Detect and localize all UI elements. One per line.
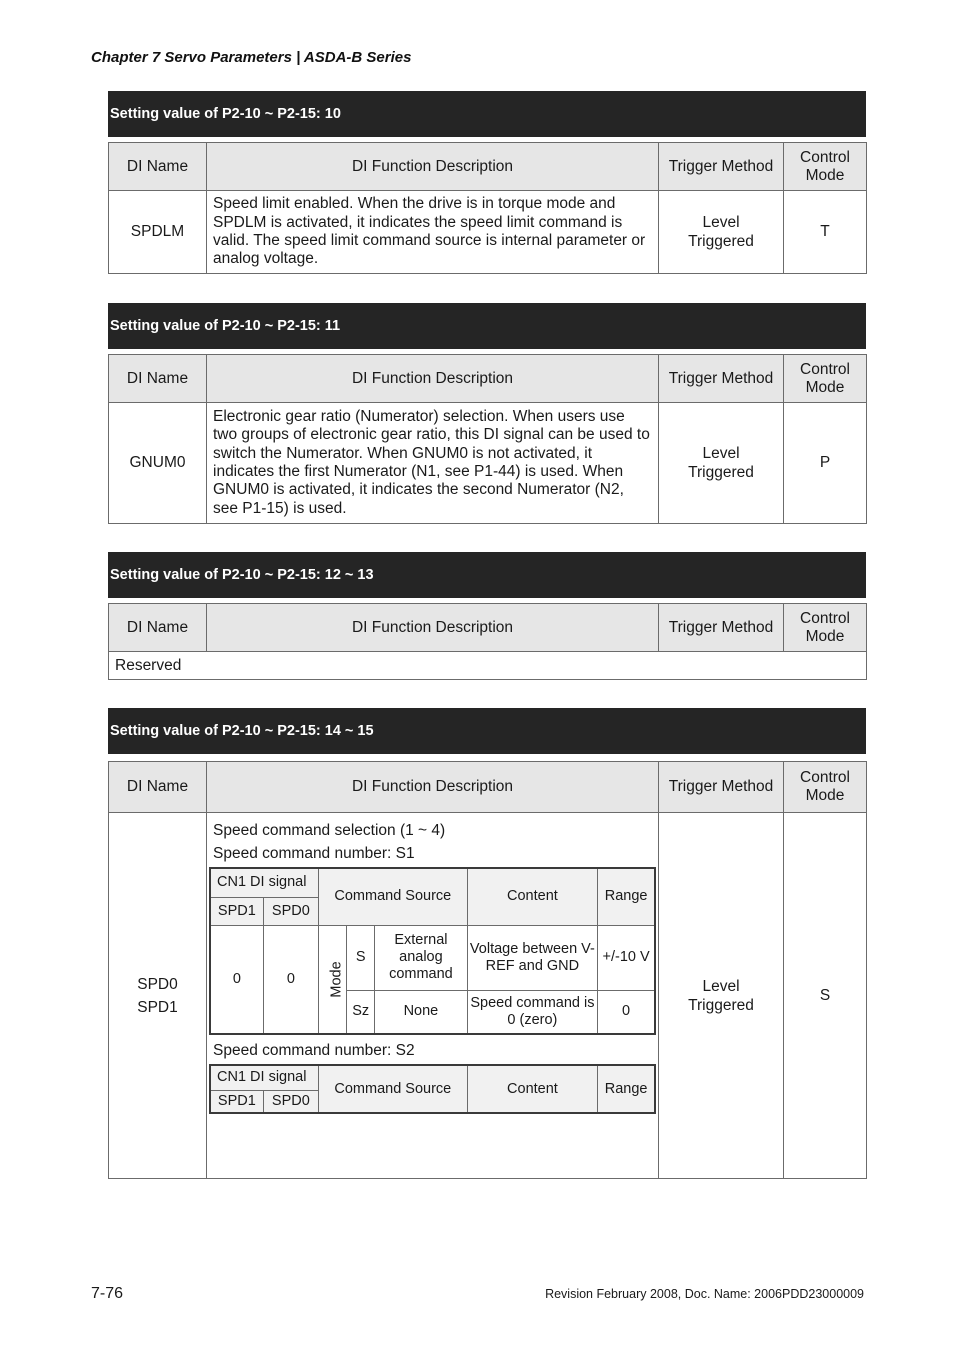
desc-cell: [207, 813, 659, 1179]
di-name-cell: SPDLM: [109, 191, 207, 274]
sub-header-row: [210, 868, 655, 897]
setting-block-12-13: [108, 552, 866, 680]
source-value: External analog command: [375, 925, 467, 990]
content-header: Content: [467, 1065, 598, 1113]
section-band: Setting value of P2-10 ~ P2-15: 11: [108, 303, 866, 349]
table-row: [109, 652, 867, 680]
mode-label: Mode: [328, 961, 345, 998]
col-mode: Control Mode: [784, 762, 867, 813]
mode-cell: T: [784, 191, 867, 274]
sub-row: [210, 925, 655, 990]
reserved-cell: Reserved: [109, 652, 867, 680]
source-value: None: [375, 990, 467, 1034]
range-value: 0: [598, 990, 655, 1034]
cn1-signal-header: CN1 DI signal: [210, 1065, 318, 1090]
desc-line: Speed command number: S1: [213, 845, 415, 862]
trigger-cell: [659, 191, 784, 274]
command-source-header: Command Source: [318, 1065, 467, 1113]
col-desc: DI Function Description: [207, 355, 659, 403]
spd0-header: SPD0: [263, 1090, 318, 1113]
table-row: [109, 813, 867, 1179]
di-table: [108, 354, 867, 524]
col-mode: Control Mode: [784, 143, 867, 191]
setting-block-14-15: [108, 708, 866, 1179]
desc-cell: Speed limit enabled. When the drive is in torque mode and SPDLM is activated, it indicates the speed limit command is valid. The speed limit command source is internal parameter or analog voltage.: [207, 191, 659, 274]
cn1-signal-header: CN1 DI signal: [210, 868, 318, 897]
content-value: Voltage between V-REF and GND: [467, 925, 598, 990]
range-header: Range: [598, 1065, 655, 1113]
col-di-name: DI Name: [109, 143, 207, 191]
mode-value: Sz: [347, 990, 375, 1034]
trigger-text: Level Triggered: [688, 977, 754, 1014]
trigger-text: Level Triggered: [688, 214, 754, 250]
table-row: [109, 191, 867, 274]
di-table: [108, 761, 867, 1179]
section-band: Setting value of P2-10 ~ P2-15: 10: [108, 91, 866, 137]
col-desc: DI Function Description: [207, 143, 659, 191]
range-value: +/-10 V: [598, 925, 655, 990]
table-header-row: [109, 604, 867, 652]
spd1-value: 0: [210, 925, 263, 1034]
mode-cell: P: [784, 403, 867, 524]
sub-header-row: [210, 1065, 655, 1090]
content-header: Content: [467, 868, 598, 925]
col-mode: Control Mode: [784, 604, 867, 652]
page-number: 7-76: [91, 1285, 124, 1302]
di-name-line: SPD0: [137, 975, 178, 993]
desc-line: Speed command number: S2: [213, 1042, 415, 1059]
table-header-row: [109, 355, 867, 403]
table-header-row: [109, 762, 867, 813]
trigger-cell: [659, 403, 784, 524]
di-name-cell: GNUM0: [109, 403, 207, 524]
table-row: [109, 403, 867, 524]
mode-label-cell: [318, 925, 346, 1034]
col-trigger: Trigger Method: [659, 355, 784, 403]
mode-cell: S: [784, 813, 867, 1179]
trigger-cell: [659, 813, 784, 1179]
col-trigger: Trigger Method: [659, 604, 784, 652]
col-desc: DI Function Description: [207, 604, 659, 652]
col-di-name: DI Name: [109, 762, 207, 813]
desc-cell: Electronic gear ratio (Numerator) selection. When users use two groups of electronic gear ratio, this DI signal can be used to switch the Numerator. When GNUM0 is not activated, it indicates the first Numerator (N1, see P1-44) is used. When GNUM0 is activated, it indicates the second Numerator (N2, see P1-15) is used.: [207, 403, 659, 524]
col-trigger: Trigger Method: [659, 762, 784, 813]
command-source-header: Command Source: [318, 868, 467, 925]
desc-line: Speed command selection (1 ~ 4): [213, 822, 446, 839]
setting-block-11: [108, 303, 866, 524]
range-header: Range: [598, 868, 655, 925]
spd1-header: SPD1: [210, 897, 263, 925]
trigger-text: Level Triggered: [688, 445, 754, 481]
content-value: Speed command is 0 (zero): [467, 990, 598, 1034]
spd0-header: SPD0: [263, 897, 318, 925]
col-mode: Control Mode: [784, 355, 867, 403]
section-band: Setting value of P2-10 ~ P2-15: 14 ~ 15: [108, 708, 866, 754]
col-desc: DI Function Description: [207, 762, 659, 813]
mode-value: S: [347, 925, 375, 990]
di-table: [108, 603, 867, 680]
spd1-header: SPD1: [210, 1090, 263, 1113]
section-band: Setting value of P2-10 ~ P2-15: 12 ~ 13: [108, 552, 866, 598]
di-table: [108, 142, 867, 274]
table-header-row: [109, 143, 867, 191]
page-header: Chapter 7 Servo Parameters | ASDA-B Series: [91, 49, 412, 66]
col-trigger: Trigger Method: [659, 143, 784, 191]
col-di-name: DI Name: [109, 355, 207, 403]
di-name-cell: [109, 813, 207, 1179]
speed-command-table-s1: [209, 867, 656, 1035]
di-name-line: SPD1: [137, 998, 178, 1016]
speed-command-table-s2: [209, 1064, 656, 1114]
setting-block-10: [108, 91, 866, 274]
col-di-name: DI Name: [109, 604, 207, 652]
revision-note: Revision February 2008, Doc. Name: 2006PDD23000009: [545, 1287, 864, 1301]
spd0-value: 0: [263, 925, 318, 1034]
